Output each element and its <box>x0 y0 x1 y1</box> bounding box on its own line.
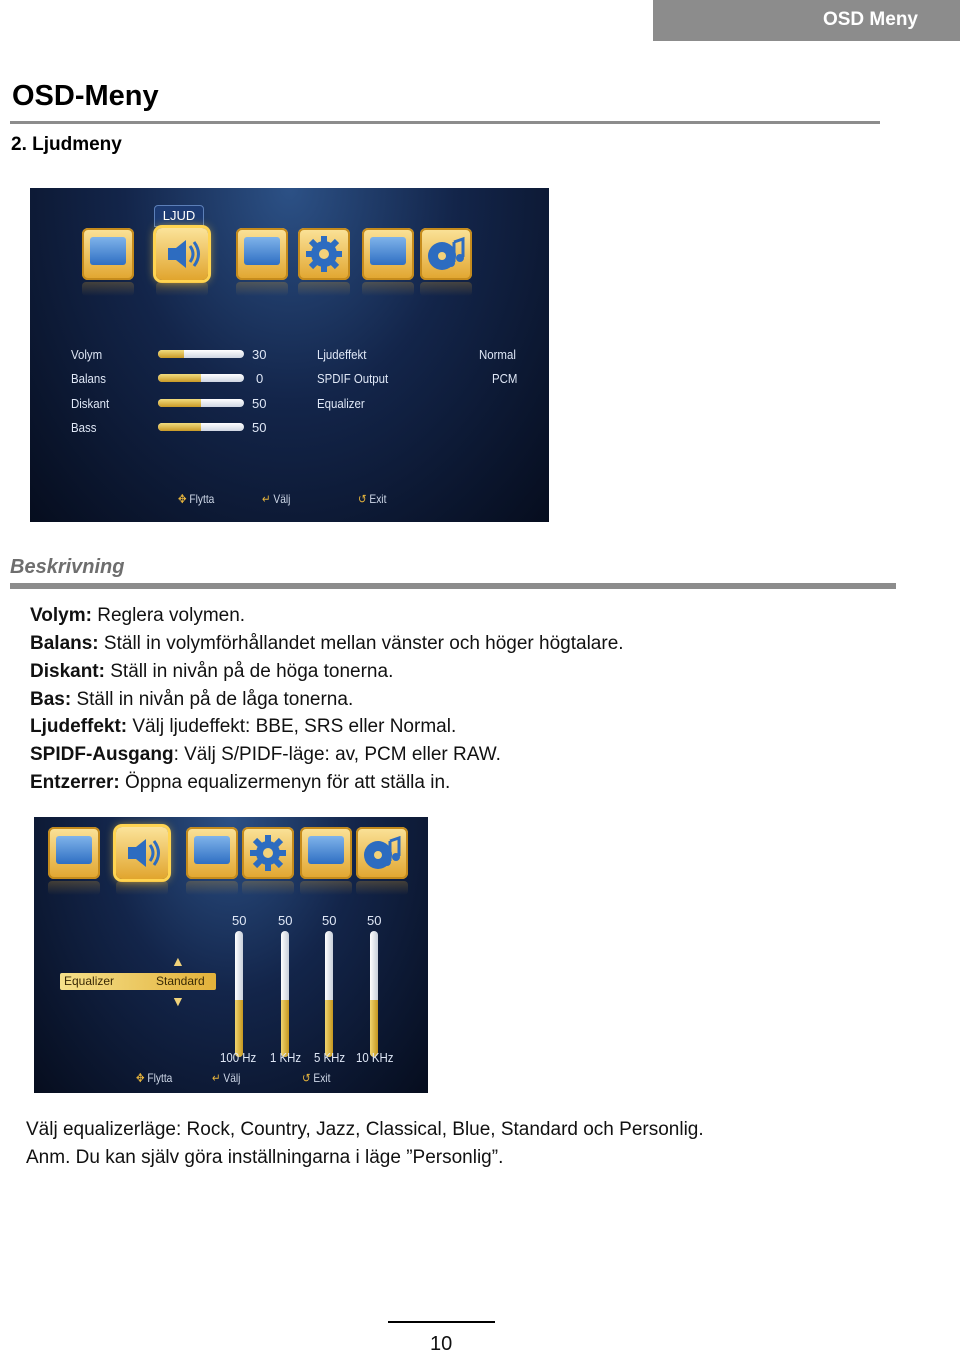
gear-icon <box>242 827 294 879</box>
treble-label: Diskant <box>71 396 110 411</box>
section-header-label: OSD Meny <box>822 9 918 30</box>
band-5khz-label: 5 KHz <box>314 1050 346 1065</box>
band-5khz-value: 50 <box>322 913 337 928</box>
eq-down-arrow-icon[interactable]: ▼ <box>171 993 185 1009</box>
setup-screen-icon <box>300 827 352 879</box>
volume-value: 30 <box>252 347 267 362</box>
audio-output-icon <box>236 228 288 280</box>
treble-slider[interactable] <box>158 399 244 407</box>
bass-value: 50 <box>252 420 267 435</box>
desc-sound-effect: Ljudeffekt: Välj ljudeffekt: BBE, SRS eller Normal. <box>30 716 457 737</box>
desc-treble: Diskant: Ställ in nivån på de höga tonerna. <box>30 661 394 682</box>
move-icon: ✥ <box>178 492 187 506</box>
footer-select: ↵ Välj <box>212 1071 241 1085</box>
band-100hz-value: 50 <box>232 913 247 928</box>
band-100hz-slider[interactable] <box>235 931 243 1057</box>
volume-slider[interactable] <box>158 350 244 358</box>
music-disc-icon <box>356 827 408 879</box>
enter-icon: ↵ <box>212 1071 221 1085</box>
footer-exit: ↺ Exit <box>358 492 387 506</box>
volume-label: Volym <box>71 347 103 362</box>
speaker-icon <box>156 228 208 280</box>
sound-menu-screenshot <box>30 188 549 522</box>
setup-screen-icon <box>362 228 414 280</box>
balance-label: Balans <box>71 371 106 386</box>
equalizer-menu-screenshot <box>34 817 428 1093</box>
eq-up-arrow-icon[interactable]: ▲ <box>171 953 185 969</box>
balance-value: 0 <box>256 371 264 386</box>
tv-icon <box>48 827 100 879</box>
footer-move: ✥ Flytta <box>136 1071 173 1085</box>
personal-mode-note: Anm. Du kan själv göra inställningarna i läge ”Personlig”. <box>26 1147 504 1168</box>
footer-select: ↵ Välj <box>262 492 291 506</box>
music-disc-icon <box>420 228 472 280</box>
title-divider <box>10 121 880 124</box>
footer-exit: ↺ Exit <box>302 1071 331 1085</box>
band-10khz-label: 10 KHz <box>356 1050 394 1065</box>
equalizer-mode-row[interactable] <box>60 973 216 990</box>
gear-icon <box>298 228 350 280</box>
section-header-tab <box>653 0 960 41</box>
spdif-output-label[interactable]: SPDIF Output <box>317 371 389 386</box>
band-1khz-label: 1 KHz <box>270 1050 302 1065</box>
page-title: OSD-Meny <box>12 80 159 112</box>
footer-move: ✥ Flytta <box>178 492 215 506</box>
band-100hz-label: 100 Hz <box>220 1050 257 1065</box>
equalizer-mode-value: Standard <box>156 974 205 988</box>
section-subtitle: 2. Ljudmeny <box>11 134 122 155</box>
audio-output-icon <box>186 827 238 879</box>
sound-effect-value: Normal <box>479 347 516 362</box>
desc-equalizer: Entzerrer: Öppna equalizermenyn för att ställa in. <box>30 772 451 793</box>
band-10khz-value: 50 <box>367 913 382 928</box>
return-icon: ↺ <box>358 492 367 506</box>
balance-slider[interactable] <box>158 374 244 382</box>
enter-icon: ↵ <box>262 492 271 506</box>
desc-volume: Volym: Reglera volymen. <box>30 605 246 626</box>
desc-bass: Bas: Ställ in nivån på de låga tonerna. <box>30 689 354 710</box>
desc-spdif: SPIDF-Ausgang: Välj S/PIDF-läge: av, PCM eller RAW. <box>30 744 501 765</box>
equalizer-modes-note: Välj equalizerläge: Rock, Country, Jazz, Classical, Blue, Standard och Personlig. <box>26 1119 704 1140</box>
band-5khz-slider[interactable] <box>325 931 333 1057</box>
treble-value: 50 <box>252 396 267 411</box>
band-1khz-slider[interactable] <box>281 931 289 1057</box>
tv-icon <box>82 228 134 280</box>
return-icon: ↺ <box>302 1071 311 1085</box>
speaker-icon <box>116 827 168 879</box>
footer-divider <box>388 1321 495 1323</box>
sound-effect-label[interactable]: Ljudeffekt <box>317 347 367 362</box>
equalizer-mode-label: Equalizer <box>64 974 115 988</box>
description-divider <box>10 583 896 589</box>
spdif-output-value: PCM <box>492 371 518 386</box>
bass-slider[interactable] <box>158 423 244 431</box>
tab-ljud: LJUD <box>154 205 204 227</box>
page-number: 10 <box>430 1333 453 1355</box>
move-icon: ✥ <box>136 1071 145 1085</box>
description-heading: Beskrivning <box>10 556 125 578</box>
bass-label: Bass <box>71 420 97 435</box>
equalizer-label[interactable]: Equalizer <box>317 396 365 411</box>
desc-balance: Balans: Ställ in volymförhållandet mellan vänster och höger högtalare. <box>30 633 624 654</box>
band-10khz-slider[interactable] <box>370 931 378 1057</box>
band-1khz-value: 50 <box>278 913 293 928</box>
